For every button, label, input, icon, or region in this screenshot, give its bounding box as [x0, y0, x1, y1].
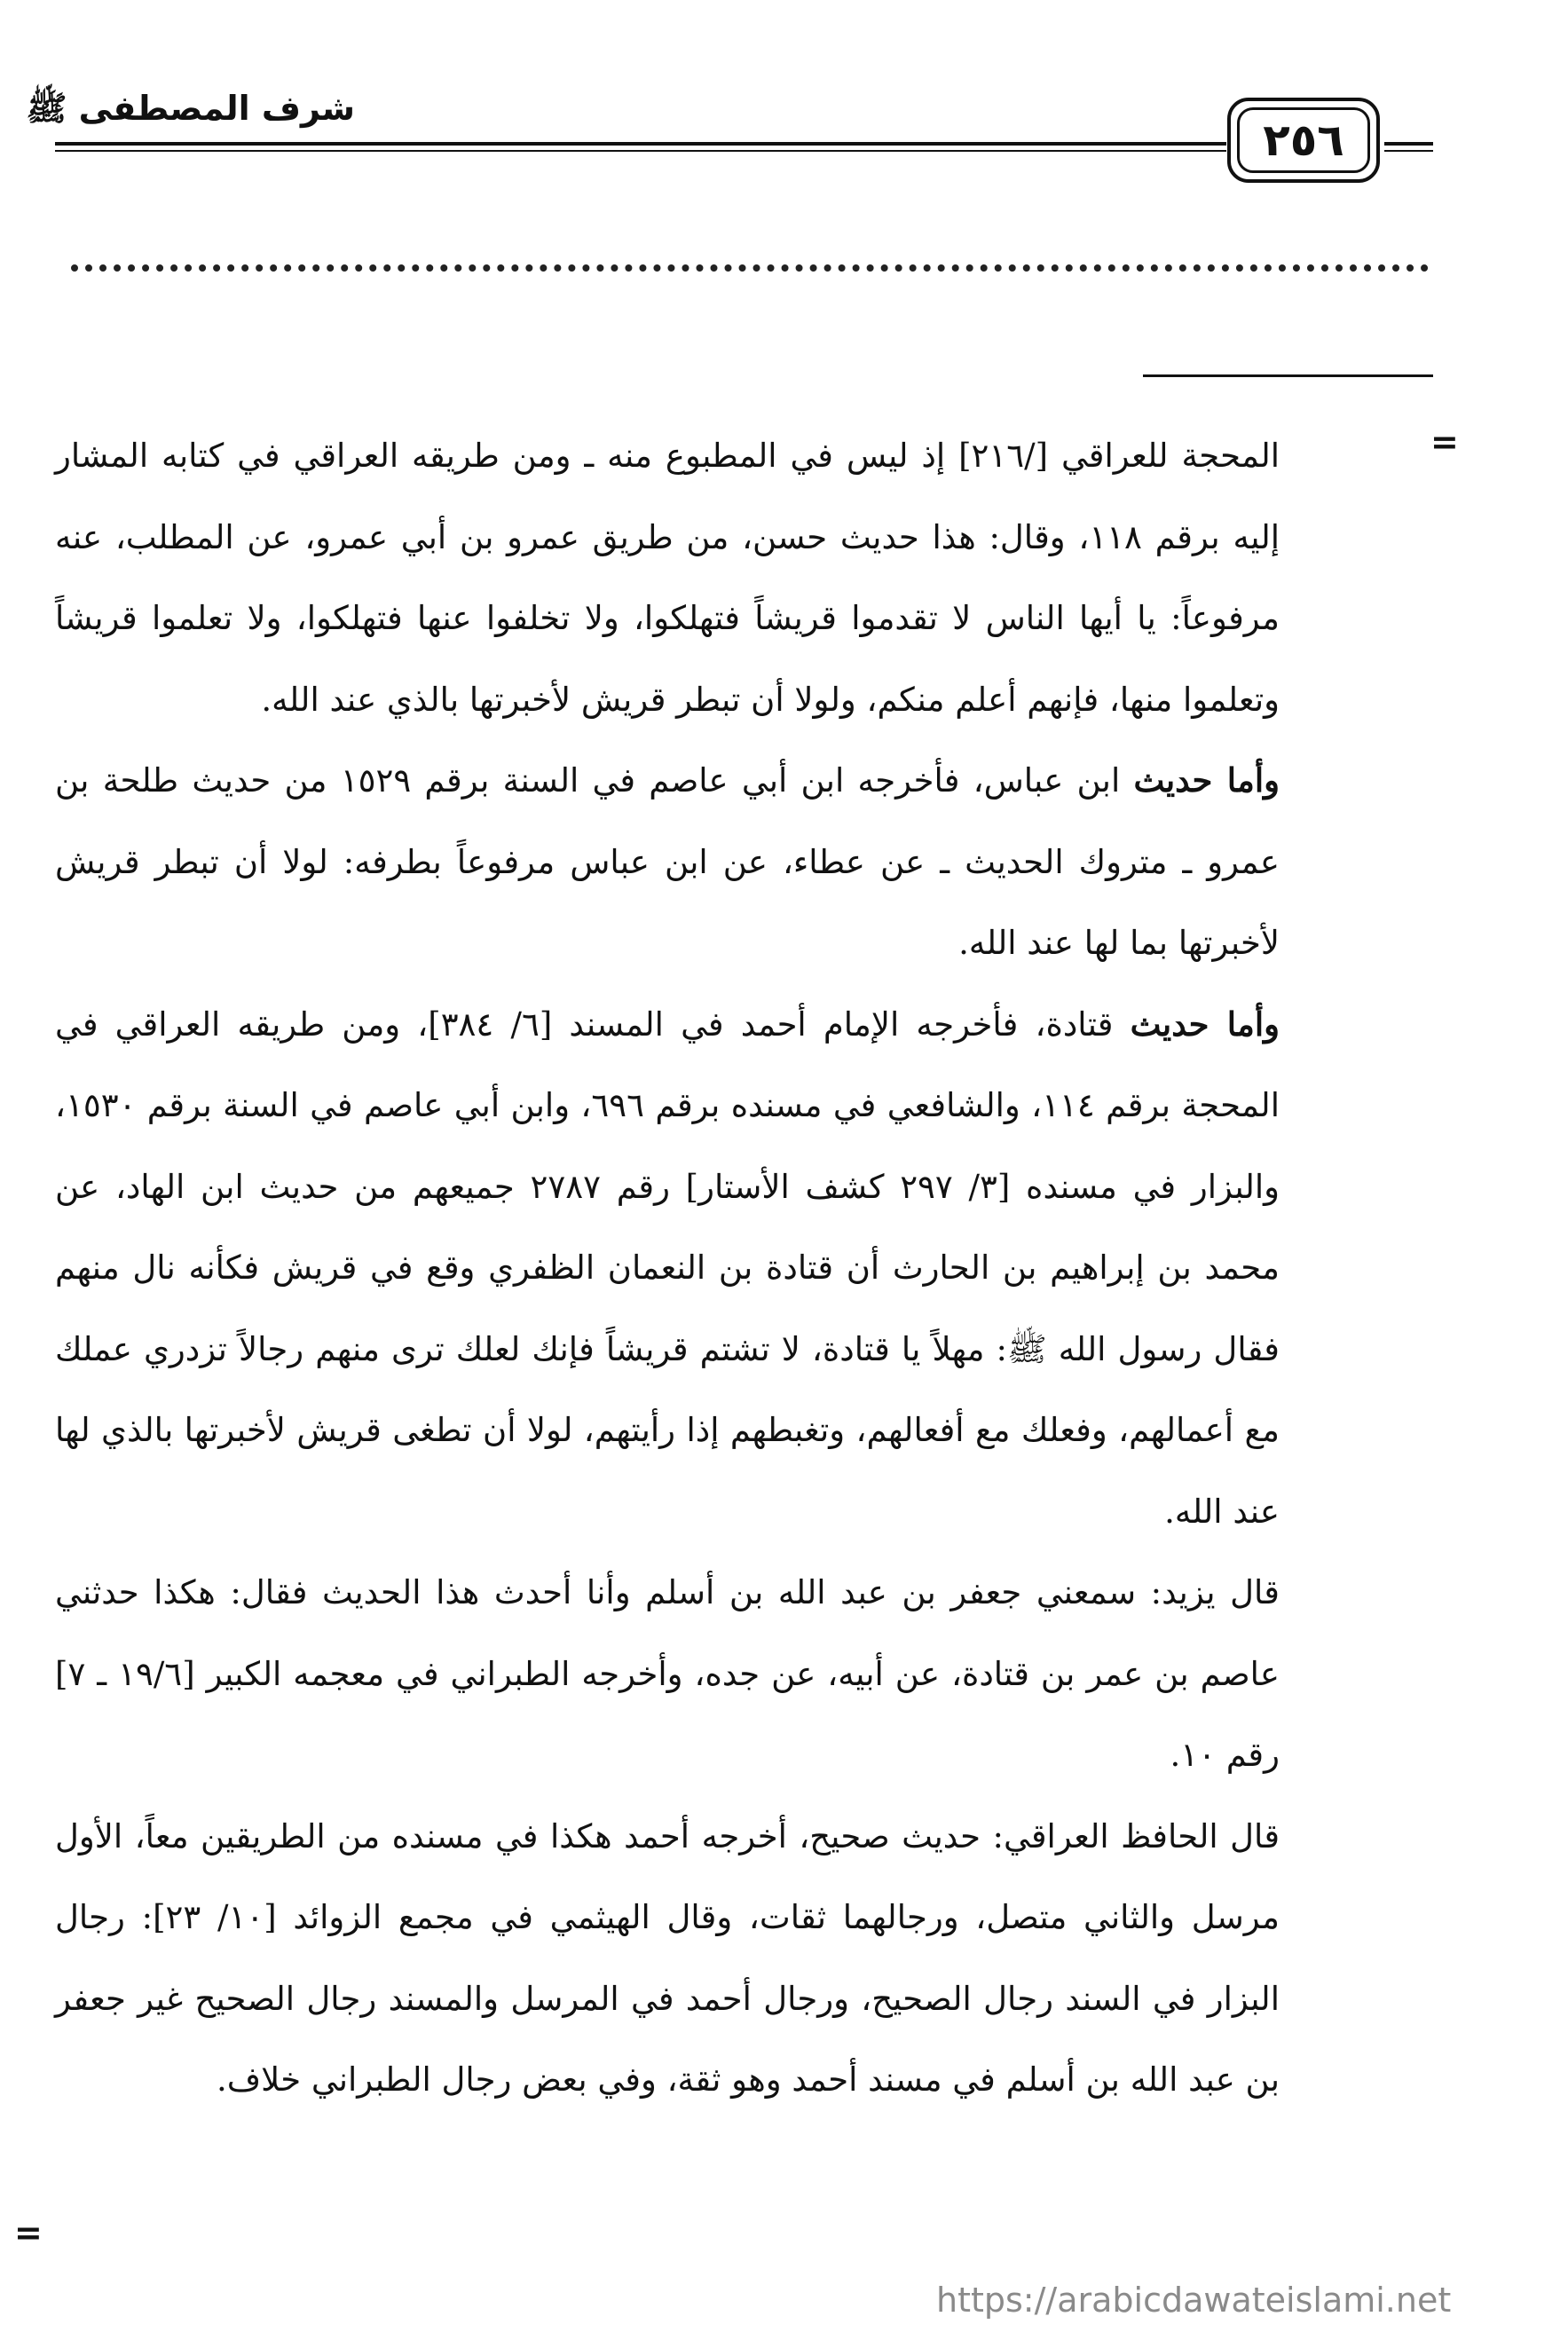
paragraph-text: المحجة للعراقي [/٢١٦] إذ ليس في المطبوع منه ـ ومن طريقه العراقي في كتابه المشار إليه برقم ١١٨، وقال: هذا حديث حسن، من طريق عمرو بن أبي عمرو، عن المطلب، عنه مرفوعاً: يا أيها الناس لا تقدموا قريشاً فتهلكوا، ولا تخلفوا عنها فتهلكوا، ولا تعلموا قريشاً وتعلموا منها، فإنهم أعلم منكم، ولولا أن تبطر قريش لأخبرتها بالذي عند الله. [55, 437, 1280, 719]
footnote-body [55, 415, 1280, 2121]
paragraph [55, 1552, 1280, 1796]
paragraph-text: قال الحافظ العراقي: حديث صحيح، أخرجه أحمد هكذا في مسنده من الطريقين معاً، الأول مرسل والثاني متصل، ورجالهما ثقات، وقال الهيثمي في مجمع الزوائد [١٠/ ٢٣]: رجال البزار في السند رجال الصحيح، ورجال أحمد في المرسل والمسند رجال الصحيح غير جعفر بن عبد الله بن أسلم في مسند أحمد وهو ثقة، وفي بعض رجال الطبراني خلاف. [55, 1816, 1280, 2099]
watermark-url: https://arabicdawateislami.net [936, 2281, 1452, 2320]
paragraph [55, 740, 1280, 984]
page-number: ٢٥٦ [1237, 107, 1370, 173]
paragraph [55, 984, 1280, 1553]
footnote-rule [1143, 374, 1433, 377]
header-rule-right [1384, 142, 1433, 152]
continuation-mark-bottom: = [14, 2213, 43, 2252]
paragraph-text: قتادة، فأخرجه الإمام أحمد في المسند [٦/ ٣٨٤]، ومن طريقه العراقي في المحجة برقم ١١٤، والشافعي في مسنده برقم ٦٩٦، وابن أبي عاصم في السنة برقم ١٥٣٠، والبزار في مسنده [٣/ ٢٩٧ كشف الأستار] رقم ٢٧٨٧ جميعهم من حديث ابن الهاد، عن محمد بن إبراهيم بن الحارث أن قتادة بن النعمان الظفري وقع في قريش فكأنه نال منهم فقال رسول الله ﷺ: مهلاً يا قتادة، لا تشتم قريشاً فإنك لعلك ترى منهم رجالاً تزدري عملك مع أعمالهم، وفعلك مع أفعالهم، وتغبطهم إذا رأيتهم، لولا أن تطغى قريش لأخبرتها بالذي لها عند الله. [55, 1005, 1280, 1531]
paragraph [55, 1796, 1280, 2121]
page-number-box [1227, 98, 1380, 183]
paragraph-text: قال يزيد: سمعني جعفر بن عبد الله بن أسلم وأنا أحدث هذا الحديث فقال: هكذا حدثني عاصم بن عمر بن قتادة، عن أبيه، عن جده، وأخرجه الطبراني في معجمه الكبير [١٩/٦ ـ ٧] رقم ١٠. [55, 1573, 1280, 1774]
paragraph-lead: وأما حديث [1130, 1004, 1280, 1044]
continuation-mark-top: = [1430, 422, 1459, 461]
dotted-separator [71, 254, 1429, 272]
header-rule [55, 142, 1226, 152]
book-title: شرف المصطفى ﷺ [26, 89, 355, 128]
paragraph-text: ابن عباس، فأخرجه ابن أبي عاصم في السنة برقم ١٥٢٩ من حديث طلحة بن عمرو ـ متروك الحديث ـ عن عطاء، عن ابن عباس مرفوعاً بطرفه: لولا أن تبطر قريش لأخبرتها بما لها عند الله. [55, 761, 1280, 962]
paragraph [55, 415, 1280, 740]
paragraph-lead: وأما حديث [1133, 760, 1280, 800]
